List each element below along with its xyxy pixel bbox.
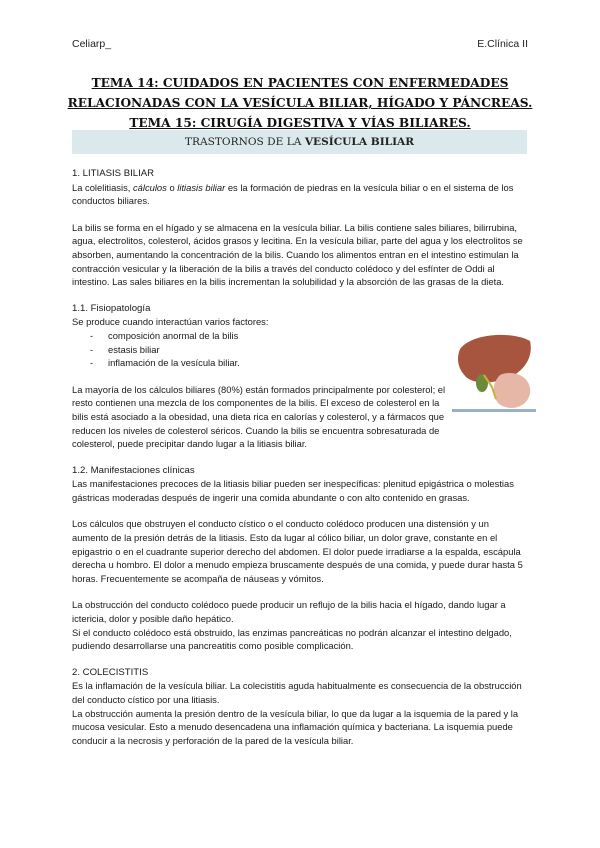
- italic-term: cálculos: [132, 181, 167, 193]
- text-span: La colelitiasis,: [72, 181, 133, 193]
- paragraph: Si el conducto colédoco está obstruido, las enzimas pancreáticas no podrán alcanzar el intestino delgado, pudiendo desarrollarse una pancreatitis como posible complicación.: [72, 626, 512, 652]
- heading-manifestaciones: 1.2. Manifestaciones clínicas: [72, 464, 195, 476]
- paragraph: La obstrucción del conducto colédoco puede producir un reflujo de la bilis hacia el hígado, dando lugar a ictericia, dolor y posible daño hepático.: [72, 599, 506, 625]
- paragraph: La obstrucción aumenta la presión dentro de la vesícula biliar, lo que da lugar a la isquemia de la pared y la mucosa vesicular. Esto a menudo desencadena una inflamación química y bacteriana. La isquemia puede conducir a la necrosis y perforación de la pared de la vesícula biliar.: [72, 707, 519, 746]
- document-body: [72, 167, 528, 747]
- paragraph: [72, 181, 528, 208]
- title-line-2: RELACIONADAS CON LA VESÍCULA BILIAR, HÍGADO Y PÁNCREAS.: [67, 96, 533, 110]
- document-title: [60, 73, 540, 133]
- paragraph: Las manifestaciones precoces de la litiasis biliar pueden ser inespecíficas: plenitud epigástrica o molestias gástricas moderadas después de ingerir una comida abundante o con alto contenido en grasas.: [72, 478, 514, 503]
- title-line-3: TEMA 15: CIRUGÍA DIGESTIVA Y VÍAS BILIARES.: [129, 116, 471, 130]
- stomach-shape: [494, 373, 530, 408]
- text-span: es la formación de piedras en la vesícula biliar o en el sistema de los conductos biliares.: [72, 181, 514, 207]
- title-line-1: TEMA 14: CUIDADOS EN PACIENTES CON ENFERMEDADES: [91, 76, 509, 90]
- list-item: - inflamación de la vesícula biliar.: [90, 356, 528, 370]
- heading-fisiopatologia: 1.1. Fisiopatología: [72, 302, 151, 314]
- header-right: E.Clínica II: [477, 38, 528, 50]
- liver-gallbladder-illustration: [452, 329, 536, 415]
- paragraph: Se produce cuando interactúan varios factores:: [72, 316, 269, 328]
- section-banner: [72, 130, 527, 154]
- paragraph: La bilis se forma en el hígado y se almacena en la vesícula biliar. La bilis contiene sales biliares, bilirrubina, agua, electrolitos, colesterol, ácidos grasos y lecitina. En la vesícula biliar, parte del agua y los electrolitos se absorben, aumentando la concentración de la bilis. Cuando los alimentos entran en el intestino estimulan la contracción vesicular y la liberación de la bilis a través del conducto colédoco y del esfínter de Oddi al intestino. Las sales biliares en la bilis incrementan la solubilidad y la absorción de las grasas de la dieta.: [72, 221, 523, 288]
- banner-bold-text: VESÍCULA BILIAR: [304, 136, 415, 148]
- banner-text: TRASTORNOS DE LA: [184, 136, 305, 148]
- paragraph: Los cálculos que obstruyen el conducto cístico o el conducto colédoco producen una distensión y un aumento de la presión detrás de la litiasis. Esto da lugar al cólico biliar, un dolor grave, constante en el epigastrio o en el cuadrante superior derecho del abdomen. El dolor puede irradiarse a la espalda, escápula derecha u hombro. El dolor a menudo empieza bruscamente después de una comida, y puede durar hasta 5 horas. Frecuentemente se acompaña de náuseas y vómitos.: [72, 518, 523, 584]
- header-left: Celiarp_: [72, 38, 112, 50]
- heading-colecistitis: 2. COLECISTITIS: [72, 666, 149, 678]
- caption-bar: [452, 409, 536, 412]
- list-item: - estasis biliar: [90, 343, 528, 357]
- heading-litiasis: 1. LITIASIS BILIAR: [72, 168, 155, 179]
- paragraph: La mayoría de los cálculos biliares (80%) están formados principalmente por colesterol; el resto contienen una mezcla de los componentes de la bilis. El exceso de colesterol en la bilis está asociado a la obesidad, una dieta rica en calorías y colesterol, y a fármacos que reducen los niveles de colesterol séricos. Cuando la bilis se encuentra sobresaturada de colesterol, puede precipitar dando lugar a la litiasis biliar.: [72, 383, 446, 450]
- text-span: o: [166, 181, 178, 193]
- italic-term: litiasis biliar: [177, 181, 226, 193]
- paragraph: Es la inflamación de la vesícula biliar. La colecistitis aguda habitualmente es consecuencia de la obstrucción del conducto cístico por una litiasis.: [72, 680, 522, 705]
- list-item: - composición anormal de la bilis: [90, 329, 528, 343]
